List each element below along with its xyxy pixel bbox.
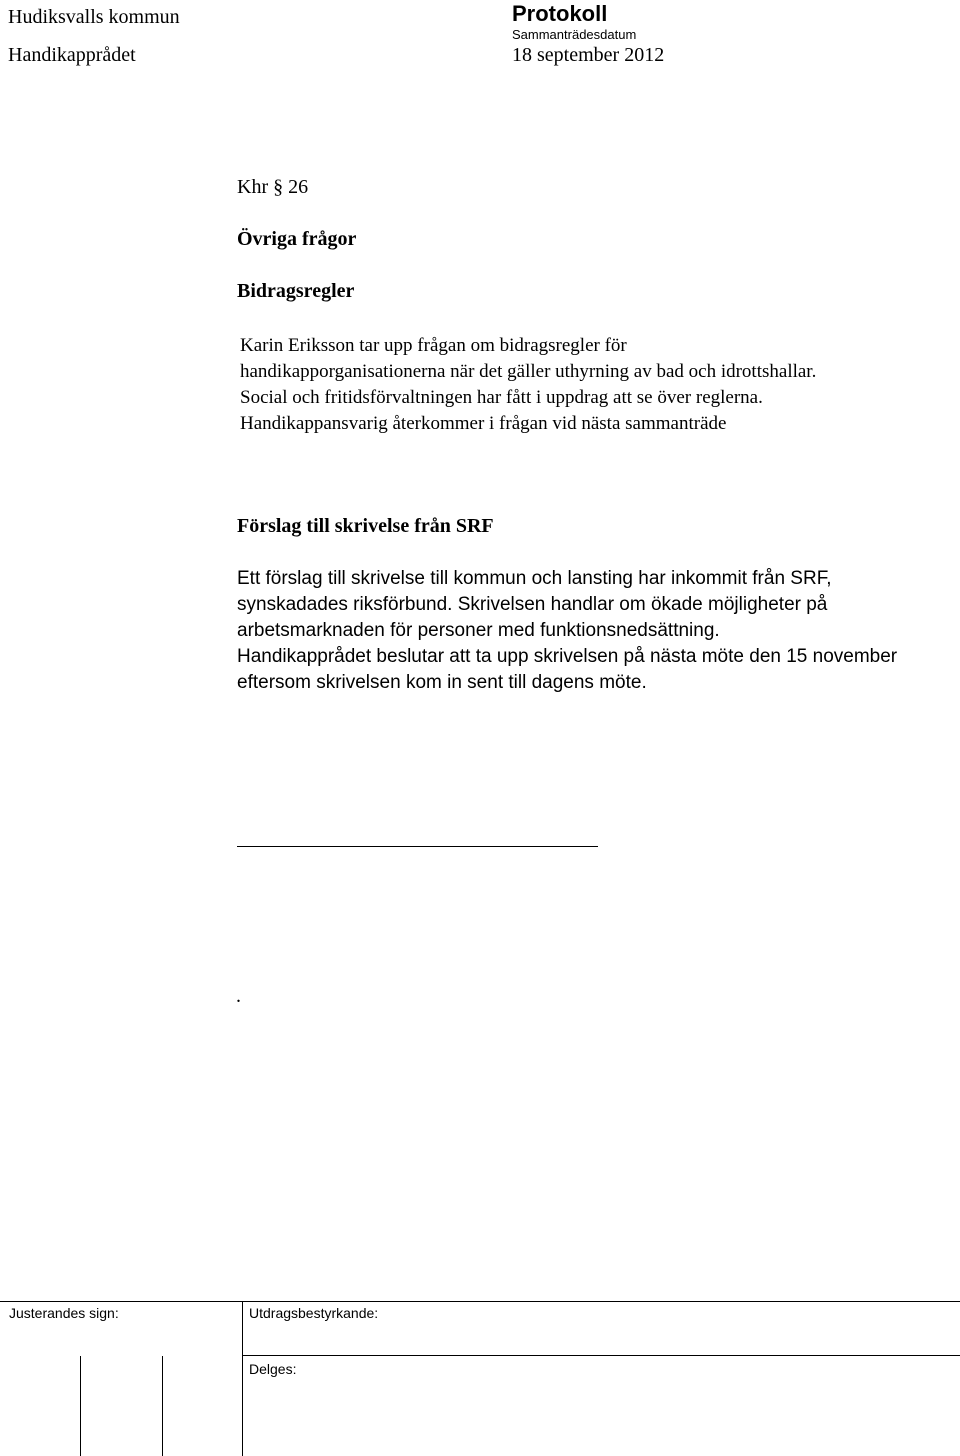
footer-column-divider (242, 1301, 243, 1456)
paragraph-line: handikapporganisationerna när det gäller uthyrning av bad och idrottshallar. (240, 361, 817, 382)
period-mark: . (236, 985, 241, 1007)
doc-title: Protokoll (512, 1, 608, 26)
footer-middle-rule (242, 1355, 960, 1356)
date-value: 18 september 2012 (512, 44, 665, 66)
subsection-title-bidragsregler: Bidragsregler (237, 280, 355, 302)
org-unit: Handikapprådet (8, 44, 136, 66)
footer-label-delges: Delges: (249, 1361, 297, 1377)
paragraph-reference: Khr § 26 (237, 176, 309, 198)
paragraph-line: eftersom skrivelsen kom in sent till dagens möte. (237, 672, 647, 693)
date-label: Sammanträdesdatum (512, 27, 637, 42)
subsection-title-skrivelse: Förslag till skrivelse från SRF (237, 515, 494, 537)
paragraph-line: Ett förslag till skrivelse till kommun och lansting har inkommit från SRF, (237, 568, 832, 589)
paragraph-line: Social och fritidsförvaltningen har fått i uppdrag att se över reglerna. (240, 387, 763, 408)
paragraph-bidragsregler (240, 333, 816, 437)
section-title: Övriga frågor (237, 228, 357, 250)
signature-line (237, 846, 598, 847)
footer-signature-divider (80, 1356, 81, 1456)
footer-label-utdragsbestyrkande: Utdragsbestyrkande: (249, 1305, 379, 1321)
footer-label-justerandes: Justerandes sign: (9, 1305, 119, 1321)
paragraph-line: synskadades riksförbund. Skrivelsen handlar om ökade möjligheter på (237, 594, 828, 615)
paragraph-line: arbetsmarknaden för personer med funktionsnedsättning. (237, 620, 720, 641)
org-name: Hudiksvalls kommun (8, 6, 180, 28)
footer-signature-divider (162, 1356, 163, 1456)
paragraph-line: Handikapprådet beslutar att ta upp skrivelsen på nästa möte den 15 november (237, 646, 898, 667)
paragraph-line: Handikappansvarig återkommer i frågan vid nästa sammanträde (240, 413, 727, 434)
paragraph-skrivelse (237, 566, 897, 696)
paragraph-line: Karin Eriksson tar upp frågan om bidragsregler för (240, 335, 627, 356)
footer-top-rule (0, 1301, 960, 1302)
